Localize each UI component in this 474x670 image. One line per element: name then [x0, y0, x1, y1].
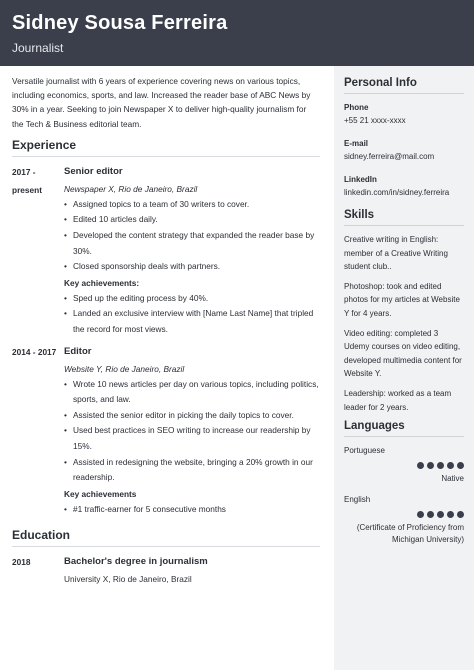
job-bullet: • Used best practices in SEO writing to increase our readership by 15%. — [64, 423, 320, 454]
rating-dot-icon — [437, 462, 444, 469]
rating-dot-icon — [447, 462, 454, 469]
linkedin-value: linkedin.com/in/sidney.ferreira — [344, 188, 450, 197]
email-value: sidney.ferreira@mail.com — [344, 152, 435, 161]
language-name: Portuguese — [344, 446, 385, 456]
rating-dot-icon — [427, 511, 434, 518]
languages-title: Languages — [344, 420, 464, 437]
job-bullet: • Edited 10 articles daily. — [64, 212, 320, 228]
job-bullet: • Developed the content strategy that expanded the reader base by 30%. — [64, 228, 320, 259]
language-rating — [344, 462, 464, 469]
job-bullet: • Closed sponsorship deals with partners. — [64, 259, 320, 275]
job-bullets — [64, 377, 320, 486]
summary: Versatile journalist with 6 years of experience covering news on various topics, including economics, sports, and law. Increased the reader base of ABC News by 30% in a year. Seeking to join Newspaper X to deliver high-quality journalism for the Tech & Business editorial team. — [12, 76, 311, 129]
rating-dot-icon — [457, 462, 464, 469]
skills-title: Skills — [344, 209, 464, 226]
education-entry — [12, 553, 320, 587]
education-school: University X, Rio de Janeiro, Brazil — [64, 574, 192, 585]
rating-dot-icon — [427, 462, 434, 469]
education-date: 2018 — [12, 557, 31, 568]
rating-dot-icon — [457, 511, 464, 518]
job-company: Website Y, Rio de Janeiro, Brazil — [64, 363, 185, 374]
education-degree: Bachelor's degree in journalism — [64, 556, 208, 568]
phone-label: Phone — [344, 103, 369, 112]
language-level: Native — [441, 474, 464, 484]
experience-title: Experience — [12, 138, 320, 157]
job-bullets — [64, 197, 320, 275]
job-bullet: • Assisted the senior editor in picking the daily topics to cover. — [64, 408, 320, 424]
achievement-bullet: • Sped up the editing process by 40%. — [64, 291, 320, 307]
achievement-bullet: • #1 traffic-earner for 5 consecutive months — [64, 502, 320, 518]
job-body — [64, 163, 320, 338]
achievement-bullets — [64, 502, 320, 518]
language-name: English — [344, 494, 371, 504]
job-body — [64, 343, 320, 518]
job-date: 2014 - 2017 — [12, 346, 57, 357]
job-title: Senior editor — [64, 165, 123, 177]
achievements-title: Key achievements: — [64, 277, 140, 288]
language-rating — [344, 511, 464, 518]
skill-item: Leadership: worked as a team leader for 2 years. — [344, 388, 452, 412]
job-entry — [12, 163, 320, 338]
education-section — [12, 528, 320, 587]
sidebar — [334, 66, 474, 670]
language-entry — [344, 493, 464, 547]
rating-dot-icon — [417, 462, 424, 469]
achievement-bullets — [64, 291, 320, 338]
achievements-title: Key achievements — [64, 488, 137, 499]
job-date: 2017 - present — [12, 166, 42, 195]
rating-dot-icon — [417, 511, 424, 518]
email-label: E-mail — [344, 139, 369, 148]
skills-section — [344, 209, 464, 414]
language-level: (Certificate of Proficiency from Michigan University) — [356, 522, 464, 544]
linkedin-label: LinkedIn — [344, 175, 377, 184]
language-entry — [344, 444, 464, 485]
rating-dot-icon — [437, 511, 444, 518]
candidate-name: Sidney Sousa Ferreira — [12, 12, 228, 34]
education-title: Education — [12, 528, 320, 547]
job-bullet: • Assisted in redesigning the website, bringing a 20% growth in our readership. — [64, 455, 320, 486]
achievement-bullet: • Landed an exclusive interview with [Name Last Name] that tripled the record for most views. — [64, 306, 320, 337]
main-column — [12, 74, 320, 587]
candidate-role: Journalist — [12, 41, 64, 55]
job-bullet: • Assigned topics to a team of 30 writers to cover. — [64, 197, 320, 213]
languages-section — [344, 420, 464, 546]
skill-item: Photoshop: took and edited photos for my articles at Website Y for 4 years. — [344, 281, 460, 318]
resume-header — [0, 0, 474, 66]
experience-section — [12, 138, 320, 518]
personal-info-section — [344, 77, 464, 199]
job-bullet: • Wrote 10 news articles per day on various topics, including politics, sports, and law. — [64, 377, 320, 408]
skill-item: Creative writing in English: member of a Creative Writing student club.. — [344, 235, 448, 272]
personal-info-title: Personal Info — [344, 77, 464, 94]
job-entry — [12, 343, 320, 518]
education-body — [64, 553, 208, 587]
job-company: Newspaper X, Rio de Janeiro, Brazil — [64, 183, 198, 194]
job-title: Editor — [64, 345, 92, 357]
phone-value: +55 21 xxxx-xxxx — [344, 116, 406, 125]
skill-item: Video editing: completed 3 Udemy courses on video editing, developed multimedia content for Website Y. — [344, 328, 462, 379]
rating-dot-icon — [447, 511, 454, 518]
